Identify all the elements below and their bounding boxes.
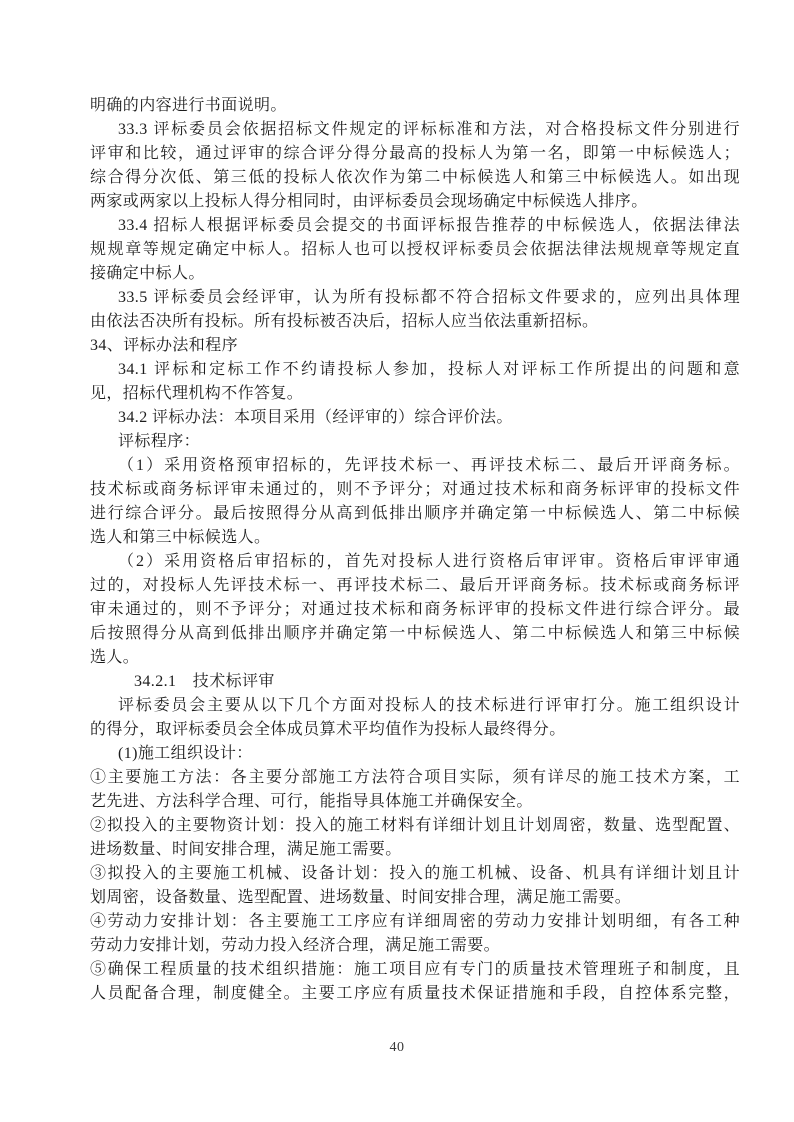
text-line: 进行综合评分。最后按照得分从高到低排出顺序并确定第一中标候选人、第二中标候	[90, 505, 740, 522]
text-line: 33.5 评标委员会经评审，认为所有投标都不符合招标文件要求的，应列出具体理	[118, 289, 740, 306]
text-line: 选人。	[90, 649, 140, 666]
text-line: 34、评标办法和程序	[90, 337, 239, 354]
text-line: ①主要施工方法：各主要分部施工方法符合项目实际，须有详尽的施工技术方案，工	[90, 769, 740, 786]
text-line: 34.2.1 技术标评审	[134, 673, 275, 690]
text-line: (1)施工组织设计：	[118, 745, 253, 762]
text-line: ⑤确保工程质量的技术组织措施：施工项目应有专门的质量技术管理班子和制度，且	[90, 961, 740, 978]
text-line: 规规章等规定确定中标人。招标人也可以授权评标委员会依据法律法规规章等规定直	[90, 241, 740, 258]
document-body	[90, 94, 740, 1006]
text-line: 两家或两家以上投标人得分相同时，由评标委员会现场确定中标候选人排序。	[90, 193, 648, 210]
text-line: 人员配备合理，制度健全。主要工序应有质量技术保证措施和手段，自控体系完整，	[90, 985, 740, 1002]
text-line: 划周密，设备数量、选型配置、进场数量、时间安排合理，满足施工需要。	[90, 889, 632, 906]
text-line: （1）采用资格预审招标的，先评技术标一、再评技术标二、最后开评商务标。	[118, 457, 740, 474]
text-line: 评审和比较，通过评审的综合评分得分最高的投标人为第一名，即第一中标候选人；	[90, 145, 740, 162]
text-line: 34.2 评标办法：本项目采用（经评审的）综合评价法。	[118, 409, 513, 426]
text-line: 接确定中标人。	[90, 265, 205, 282]
text-line: 后按照得分从高到低排出顺序并确定第一中标候选人、第二中标候选人和第三中标候	[90, 625, 740, 642]
text-line: （2）采用资格后审招标的，首先对投标人进行资格后审评审。资格后审评审通	[118, 553, 740, 570]
text-line: 过的，对投标人先评技术标一、再评技术标二、最后开评商务标。技术标或商务标评	[90, 577, 740, 594]
text-line: 综合得分次低、第三低的投标人依次作为第二中标候选人和第三中标候选人。如出现	[90, 169, 740, 186]
text-line: 技术标或商务标评审未通过的，则不予评分；对通过技术标和商务标评审的投标文件	[90, 481, 740, 498]
text-line: ④劳动力安排计划：各主要施工工序应有详细周密的劳动力安排计划明细，有各工种	[90, 913, 740, 930]
text-line: 审未通过的，则不予评分；对通过技术标和商务标评审的投标文件进行综合评分。最	[90, 601, 740, 618]
text-line: 的得分，取评标委员会全体成员算术平均值作为投标人最终得分。	[90, 721, 566, 738]
text-line: 34.1 评标和定标工作不约请投标人参加，投标人对评标工作所提出的问题和意	[118, 361, 740, 378]
text-line: 评标程序：	[118, 433, 201, 450]
text-line: 进场数量、时间安排合理，满足施工需要。	[90, 841, 402, 858]
text-line: 明确的内容进行书面说明。	[90, 97, 287, 114]
text-line: 由依法否决所有投标。所有投标被否决后，招标人应当依法重新招标。	[90, 313, 599, 330]
text-line: ③拟投入的主要施工机械、设备计划：投入的施工机械、设备、机具有详细计划且计	[90, 865, 740, 882]
text-line: 33.4 招标人根据评标委员会提交的书面评标报告推荐的中标候选人，依据法律法	[118, 217, 740, 234]
text-line: ②拟投入的主要物资计划：投入的施工材料有详细计划且计划周密，数量、选型配置、	[90, 817, 740, 834]
text-line: 劳动力安排计划，劳动力投入经济合理，满足施工需要。	[90, 937, 501, 954]
text-line: 33.3 评标委员会依据招标文件规定的评标标准和方法，对合格投标文件分别进行	[118, 121, 740, 138]
page-number: 40	[389, 1040, 405, 1055]
text-line: 见，招标代理机构不作答复。	[90, 385, 304, 402]
text-line: 选人和第三中标候选人。	[90, 529, 271, 546]
text-line: 艺先进、方法科学合理、可行，能指导具体施工并确保安全。	[90, 793, 533, 810]
text-line: 评标委员会主要从以下几个方面对投标人的技术标进行评审打分。施工组织设计	[118, 697, 740, 714]
